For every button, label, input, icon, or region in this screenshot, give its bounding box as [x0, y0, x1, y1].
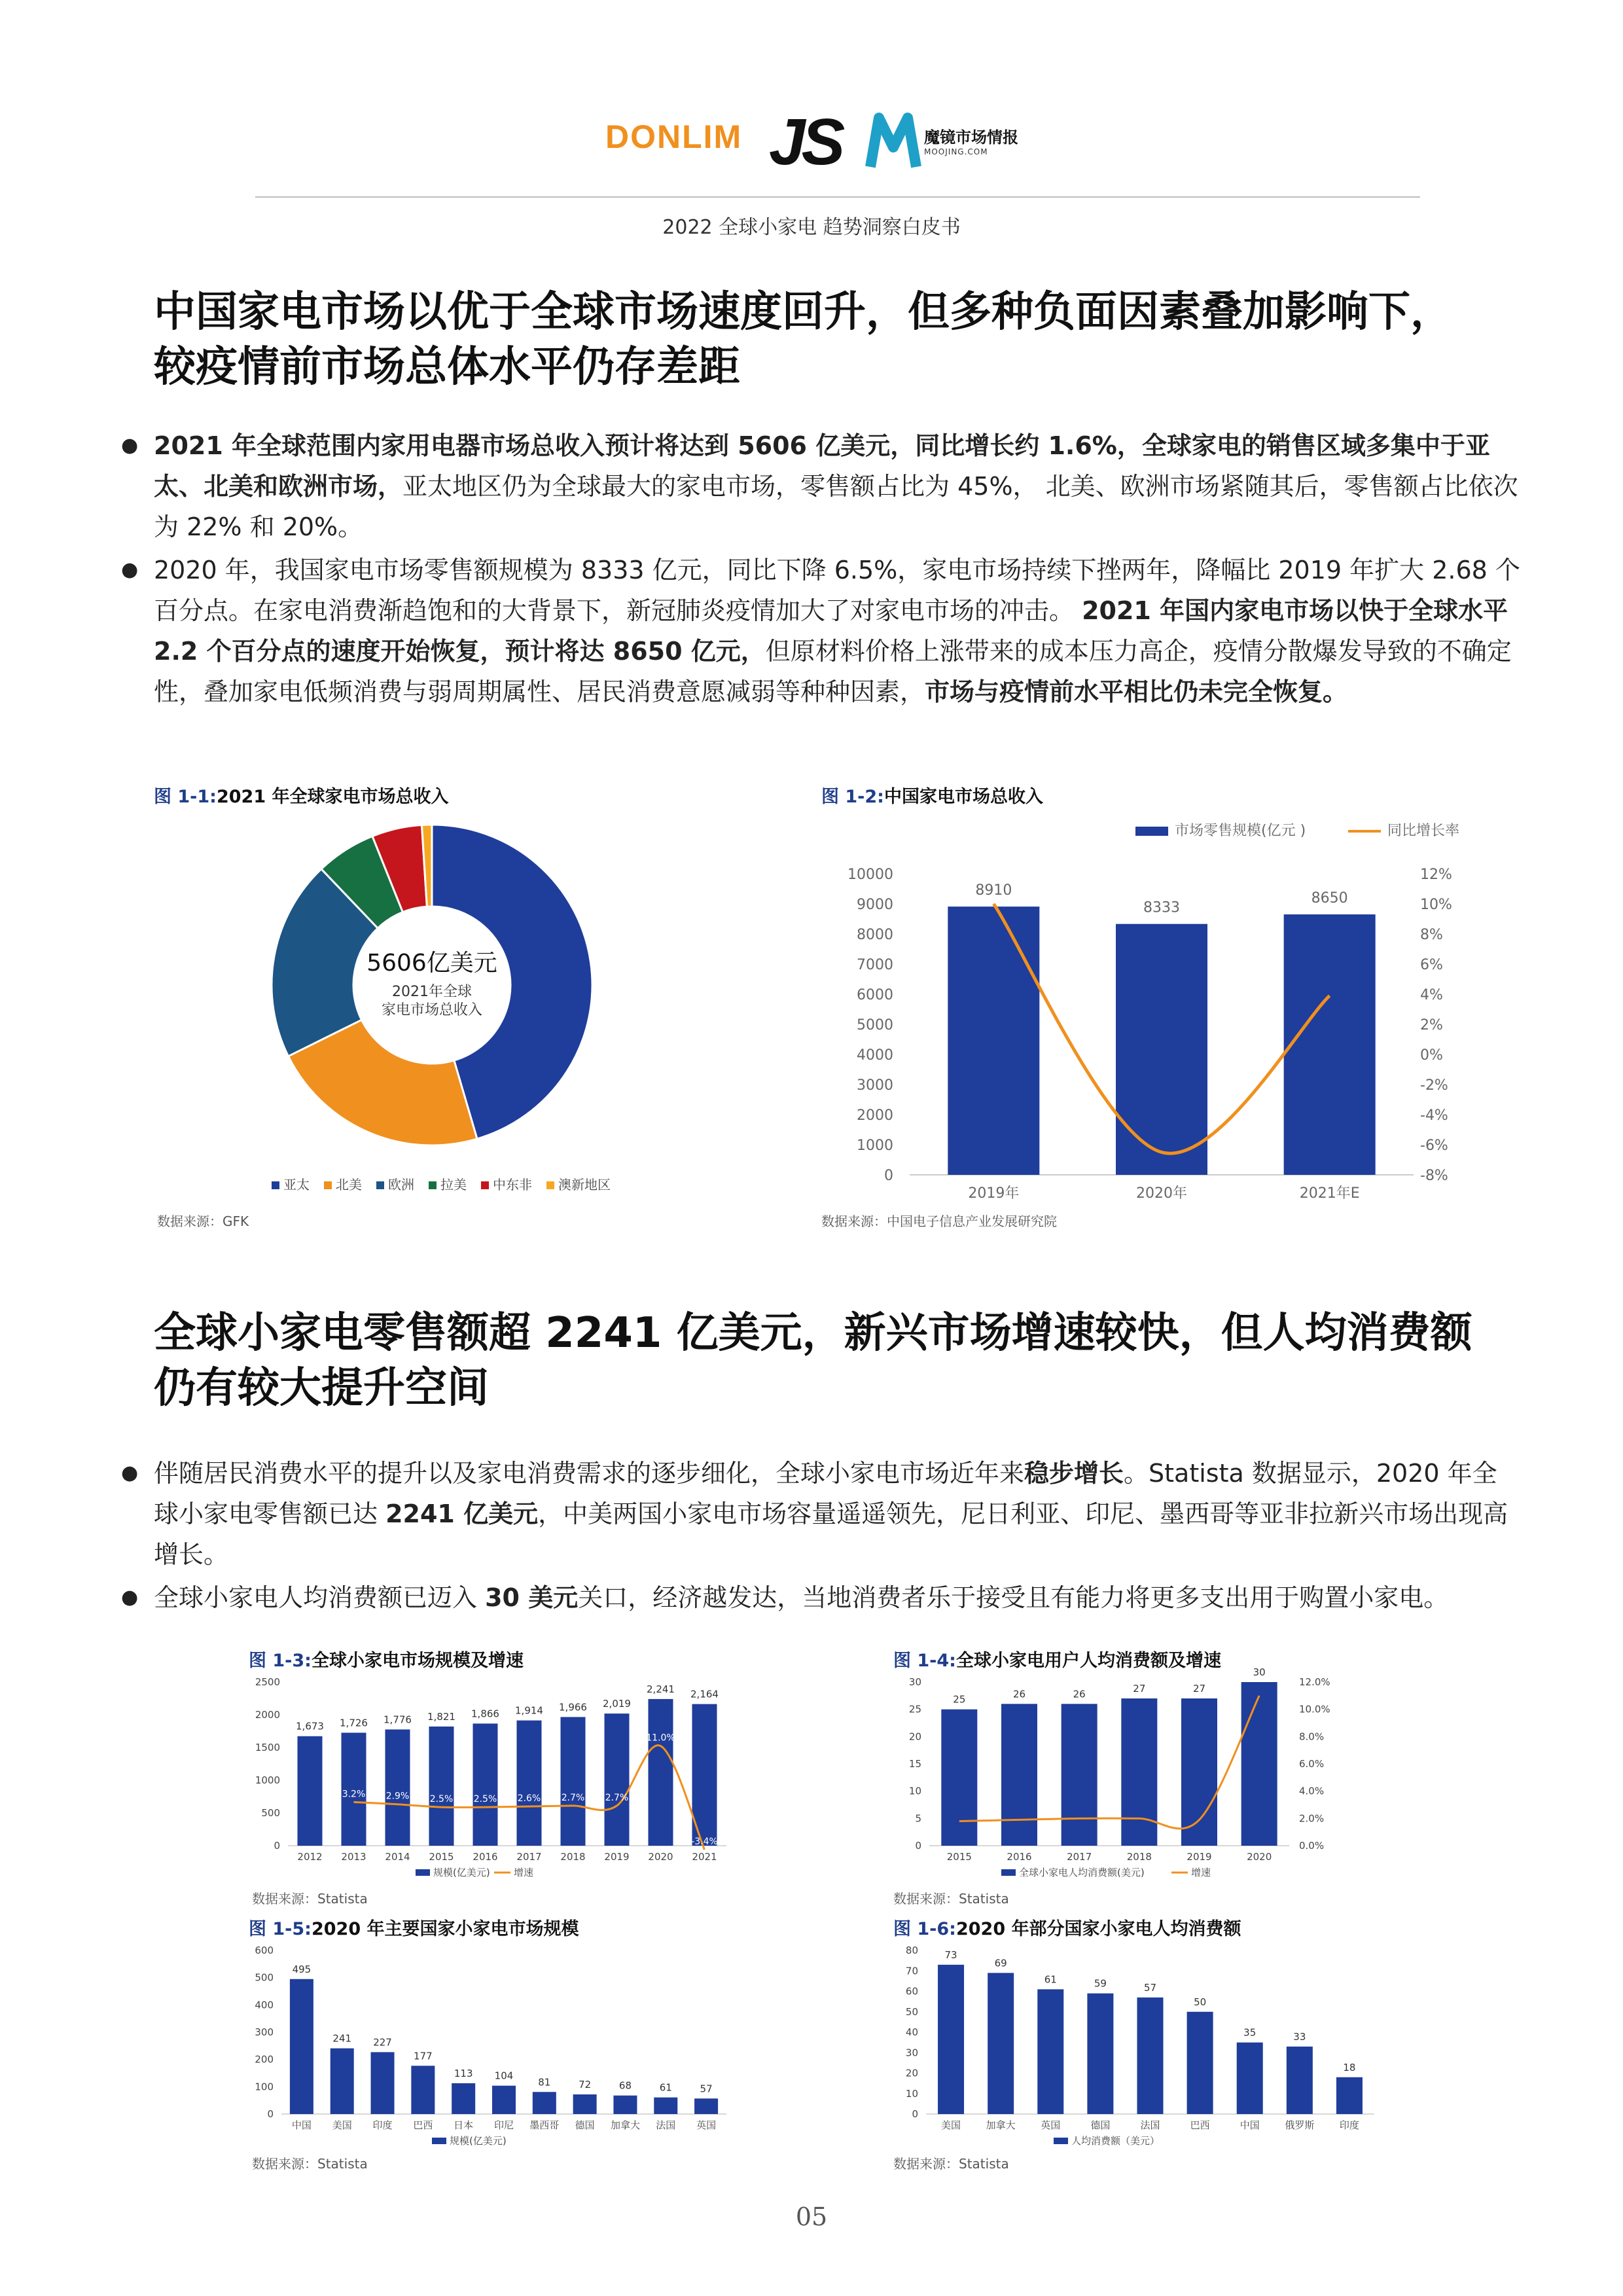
fig6-bar: [1336, 2077, 1363, 2114]
fig2-plot: [847, 867, 1452, 1202]
fig4-bar-label: 26: [1012, 1688, 1026, 1700]
fig4-ytick: 5: [915, 1812, 921, 1825]
moojing-logo-en: MOOJING.COM: [924, 147, 988, 156]
fig3-growth-label: 2.5%: [473, 1794, 497, 1805]
fig5-bar: [492, 2086, 516, 2114]
fig4-caption: [893, 1646, 1221, 1672]
fig3-xtick: 2017: [516, 1851, 542, 1863]
fig2-ytick: 2000: [857, 1107, 893, 1124]
page-number: 05: [795, 2202, 828, 2231]
fig2-ytick: 0: [884, 1168, 893, 1184]
fig5-id: 图 1-5:: [249, 1919, 312, 1939]
fig6-xtick: 美国: [941, 2119, 961, 2131]
fig3-growth-label: 11.0%: [646, 1732, 675, 1744]
fig6-plot: [906, 1945, 1374, 2131]
fig2-bar: [1116, 924, 1207, 1175]
fig3-growth-label: 2.6%: [517, 1793, 541, 1804]
fig3-bar: [517, 1721, 542, 1846]
fig3-ytick: 2000: [255, 1709, 280, 1721]
fig3-growth-label: 2.7%: [605, 1792, 629, 1803]
fig6-ytick: 10: [905, 2087, 918, 2100]
fig5-ytick: 400: [255, 1999, 274, 2011]
fig2-y2tick: 8%: [1420, 927, 1443, 943]
fig6-ytick: 80: [905, 1945, 918, 1956]
fig4-y2tick: 0.0%: [1299, 1840, 1325, 1852]
fig6-xtick: 印度: [1339, 2119, 1359, 2131]
donut-center-line1: 2021年全球: [392, 984, 472, 1000]
fig3-xtick: 2021: [692, 1851, 717, 1863]
fig6-ytick: 20: [905, 2067, 918, 2079]
fig4-bar-label: 25: [953, 1693, 966, 1706]
fig3-growth-label: -3.4%: [691, 1837, 718, 1847]
bullet-text: 全球小家电人均消费额已迈入: [154, 1583, 486, 1612]
donlim-logo-text: DONLIM: [605, 118, 743, 155]
fig4-xtick: 2015: [946, 1851, 972, 1863]
fig3-bar: [429, 1727, 454, 1846]
fig5-plot: [255, 1945, 726, 2131]
fig3-ytick: 500: [261, 1807, 280, 1819]
bullet-text: 但原材料价格上涨带来的成本压力高企，疫情分散爆发导致的不确定性，叠加家电低频消费与弱周期属性、居民消费意愿减弱等种种因素，: [154, 637, 1512, 706]
fig6-ytick: 50: [905, 2005, 918, 2018]
fig4-legend-line-label: 增速: [1191, 1867, 1211, 1878]
bullet-bold: 2021 年国内家电市场以快于全球水平 2.2 个百分点的速度开始恢复，预计将达 8650 亿元，: [154, 596, 1508, 666]
fig2-bar: [1284, 914, 1376, 1175]
donut-center-value: 5606亿美元: [366, 950, 497, 977]
fig2-caption: [821, 782, 1043, 808]
fig6-bar: [1237, 2043, 1263, 2114]
fig5-ytick: 100: [255, 2081, 274, 2093]
bullet-bold: 市场与疫情前水平相比仍未完全恢复。: [925, 677, 1348, 706]
fig3-combo-chart: [242, 1676, 746, 1885]
fig6-bar-chart: [887, 1944, 1397, 2153]
fig4-bar-label: 26: [1073, 1688, 1086, 1700]
fig2-y2tick: 2%: [1420, 1017, 1443, 1033]
fig4-y2tick: 10.0%: [1299, 1703, 1330, 1715]
section1-title: [154, 285, 1528, 395]
fig3-xtick: 2012: [297, 1851, 323, 1863]
fig3-bar-label: 1,821: [427, 1710, 455, 1723]
fig2-ytick: 5000: [857, 1017, 893, 1033]
fig5-xtick: 英国: [696, 2119, 717, 2131]
fig3-bar: [473, 1723, 498, 1846]
fig6-xtick: 俄罗斯: [1285, 2119, 1315, 2131]
fig6-legend-bar-swatch: [1054, 2138, 1068, 2144]
fig5-bar-label: 177: [414, 2050, 433, 2062]
fig5-bar-label: 227: [373, 2036, 392, 2049]
fig4-y2tick: 8.0%: [1299, 1731, 1325, 1743]
fig5-ytick: 500: [255, 1971, 274, 1984]
fig4-xtick: 2018: [1126, 1851, 1152, 1863]
donut-legend-label: 北美: [336, 1177, 362, 1193]
fig6-xtick: 巴西: [1190, 2119, 1210, 2131]
fig4-bar: [1241, 1682, 1277, 1846]
donut-legend-label: 中东非: [493, 1177, 532, 1193]
fig3-bar-label: 2,164: [690, 1688, 719, 1700]
fig6-xtick: 加拿大: [986, 2119, 1016, 2131]
fig2-bar-label: 8650: [1311, 890, 1348, 907]
fig4-y2tick: 6.0%: [1299, 1758, 1325, 1770]
fig2-y2tick: -8%: [1420, 1168, 1448, 1184]
fig3-bar: [298, 1736, 323, 1846]
fig4-ytick: 20: [908, 1731, 921, 1743]
fig3-bar-label: 2,019: [603, 1698, 631, 1710]
fig5-bar-label: 241: [332, 2032, 352, 2045]
fig2-title: 中国家电市场总收入: [883, 787, 1043, 807]
fig2-ytick: 7000: [857, 957, 893, 973]
fig2-y2tick: 6%: [1420, 957, 1443, 973]
section2-title-line1: 全球小家电零售额超 2241 亿美元，新兴市场增速较快，但人均消费额: [154, 1309, 1472, 1357]
fig6-bar: [1187, 2012, 1213, 2114]
fig4-ytick: 0: [915, 1840, 921, 1852]
fig5-xtick: 法国: [656, 2119, 676, 2131]
fig3-xtick: 2015: [429, 1851, 454, 1863]
fig2-bar-label: 8333: [1143, 899, 1180, 916]
fig6-bar-label: 59: [1094, 1977, 1107, 1990]
fig3-bar-label: 1,866: [471, 1708, 499, 1720]
fig6-bar-label: 57: [1143, 1981, 1157, 1994]
fig3-bar: [605, 1713, 630, 1846]
fig3-id: 图 1-3:: [249, 1651, 312, 1671]
fig3-bar-label: 1,914: [515, 1704, 543, 1717]
fig2-id: 图 1-2:: [821, 787, 884, 807]
fig4-plot: [909, 1666, 1330, 1863]
fig3-bar-label: 1,673: [296, 1720, 324, 1732]
fig4-legend-bar-label: 全球小家电人均消费额(美元): [1019, 1867, 1145, 1878]
fig5-xtick: 加拿大: [610, 2119, 640, 2131]
fig4-bar: [1001, 1704, 1037, 1846]
fig6-bar-label: 61: [1044, 1973, 1057, 1986]
fig5-xtick: 印度: [372, 2119, 393, 2131]
fig3-caption: [249, 1646, 524, 1672]
js-logo-text: JS: [769, 105, 842, 179]
fig3-bar-label: 1,726: [340, 1717, 368, 1729]
fig5-ytick: 600: [255, 1945, 274, 1956]
fig2-combo-chart: [821, 812, 1482, 1204]
fig4-id: 图 1-4:: [893, 1651, 956, 1671]
bullet-bold: 30 美元: [485, 1583, 579, 1612]
fig5-caption: [249, 1914, 579, 1940]
fig6-bar-label: 35: [1243, 2026, 1257, 2039]
fig5-ytick: 300: [255, 2026, 274, 2038]
donut-legend-swatch: [429, 1181, 437, 1189]
fig2-y2tick: 12%: [1420, 867, 1452, 883]
fig3-source: 数据来源：Statista: [252, 1891, 368, 1907]
fig4-source: 数据来源：Statista: [893, 1891, 1009, 1907]
fig5-xtick: 日本: [454, 2119, 474, 2131]
header-logos: [0, 98, 1623, 183]
fig3-xtick: 2019: [604, 1851, 630, 1863]
fig6-legend-bar-label: 人均消费额（美元）: [1071, 2135, 1160, 2147]
fig2-y2tick: -6%: [1420, 1138, 1448, 1154]
fig2-ytick: 4000: [857, 1047, 893, 1064]
moojing-logo-icon: [867, 111, 919, 170]
fig4-ytick: 10: [908, 1785, 921, 1797]
fig2-y2tick: 10%: [1420, 897, 1452, 913]
fig6-ytick: 60: [905, 1985, 918, 1998]
section2-bullet-2: [121, 1577, 1522, 1618]
fig6-bar: [1037, 1989, 1063, 2114]
fig6-bar: [938, 1965, 964, 2114]
fig6-bar-label: 33: [1293, 2030, 1306, 2043]
fig6-bar-label: 69: [994, 1957, 1007, 1969]
fig4-y2tick: 2.0%: [1299, 1812, 1325, 1825]
bullet-text: 亚太地区仍为全球最大的家电市场，零售额占比为 45%， 北美、欧洲市场紧随其后，零售额占比依次为 22% 和 20%。: [154, 472, 1518, 541]
fig3-plot: [255, 1676, 726, 1863]
bullet-text: 关口，经济越发达，当地消费者乐于接受且有能力将更多支出用于购置小家电。: [578, 1583, 1449, 1612]
fig2-ytick: 3000: [857, 1077, 893, 1094]
bullet-text: 伴随居民消费水平的提升以及家电消费需求的逐步细化，全球小家电市场近年来: [154, 1459, 1025, 1488]
fig2-xtick: 2019年: [968, 1185, 1020, 1202]
fig5-bar: [330, 2049, 354, 2114]
fig4-bar-label: 27: [1133, 1683, 1146, 1695]
fig2-source: 数据来源：中国电子信息产业发展研究院: [821, 1213, 1057, 1229]
donut-legend-swatch: [376, 1181, 384, 1189]
fig6-ytick: 40: [905, 2026, 918, 2038]
fig5-bar: [613, 2096, 637, 2114]
fig2-legend-bar-label: 市场零售规模(亿元 ): [1175, 823, 1306, 839]
fig4-title: 全球小家电用户人均消费额及增速: [955, 1651, 1221, 1671]
donut-legend-swatch: [324, 1181, 332, 1189]
fig4-bar: [1181, 1698, 1217, 1846]
fig6-source: 数据来源：Statista: [893, 2156, 1009, 2172]
fig3-bar-label: 1,776: [383, 1713, 412, 1726]
fig6-bar-label: 50: [1194, 1996, 1207, 2008]
section2-bullet-1: [121, 1453, 1522, 1575]
fig4-legend-bar-swatch: [1001, 1869, 1016, 1876]
fig5-xtick: 巴西: [413, 2119, 433, 2131]
fig5-bar-label: 57: [700, 2083, 713, 2095]
fig3-ytick: 1500: [255, 1742, 280, 1753]
fig6-bar: [1087, 1994, 1113, 2114]
donut-legend-swatch: [546, 1181, 554, 1189]
fig6-ytick: 30: [905, 2047, 918, 2059]
donut-legend: [272, 1177, 611, 1193]
section2-title: [154, 1306, 1528, 1416]
fig3-xtick: 2020: [648, 1851, 673, 1863]
fig5-bar-label: 104: [494, 2070, 514, 2082]
donut-legend-label: 亚太: [283, 1177, 310, 1193]
donut-legend-label: 澳新地区: [558, 1177, 611, 1193]
fig5-bar: [411, 2066, 435, 2114]
fig4-bar-label: 27: [1192, 1683, 1206, 1695]
bullet-bold: 稳步增长: [1024, 1459, 1124, 1488]
fig2-ytick: 1000: [857, 1138, 893, 1154]
fig2-xtick: 2020年: [1136, 1185, 1187, 1202]
fig5-bar: [452, 2083, 475, 2114]
fig1-caption: [154, 782, 449, 808]
fig3-ytick: 0: [274, 1840, 280, 1852]
fig1-id: 图 1-1:: [154, 787, 217, 807]
fig5-bar-label: 113: [454, 2067, 473, 2079]
fig5-bar: [573, 2094, 597, 2114]
fig3-growth-label: 2.9%: [385, 1791, 410, 1802]
fig5-ytick: 0: [267, 2108, 274, 2120]
fig2-ytick: 9000: [857, 897, 893, 913]
fig4-y2tick: 12.0%: [1299, 1676, 1330, 1688]
fig2-ytick: 10000: [847, 867, 893, 883]
fig5-bar-label: 61: [659, 2081, 672, 2094]
fig6-bar: [988, 1973, 1014, 2114]
donut-center-line2: 家电市场总收入: [381, 1002, 483, 1018]
fig6-title: 2020 年部分国家小家电人均消费额: [955, 1919, 1241, 1939]
fig3-bar: [561, 1717, 586, 1846]
fig3-legend-bar-label: 规模(亿美元): [433, 1867, 490, 1878]
document-subtitle: 2022 全球小家电 趋势洞察白皮书: [662, 216, 961, 239]
fig1-title: 2021 年全球家电市场总收入: [216, 787, 449, 807]
fig5-bar: [533, 2092, 556, 2114]
fig4-y2tick: 4.0%: [1299, 1785, 1325, 1797]
fig5-xtick: 印尼: [493, 2119, 514, 2131]
fig5-bar-label: 68: [618, 2079, 632, 2092]
fig3-growth-label: 2.5%: [429, 1794, 454, 1805]
fig2-ytick: 8000: [857, 927, 893, 943]
fig3-ytick: 1000: [255, 1774, 280, 1786]
fig4-xtick: 2020: [1247, 1851, 1272, 1863]
fig4-bar-label: 30: [1253, 1666, 1266, 1678]
donut-legend-swatch: [272, 1181, 279, 1189]
fig5-bar: [654, 2098, 677, 2114]
js-logo: [769, 105, 841, 180]
section1-bullet-1: [121, 425, 1522, 547]
fig5-bar-chart: [242, 1944, 746, 2153]
fig4-bar: [1061, 1704, 1097, 1846]
fig6-xtick: 中国: [1240, 2119, 1260, 2131]
fig5-ytick: 200: [255, 2053, 274, 2066]
fig5-xtick: 墨西哥: [529, 2119, 560, 2131]
bullet-text: 2020 年，我国家电市场零售额规模为 8333 亿元，同比下降 6.5%，家电市场持续下挫两年，降幅比 2019 年扩大 2.68 个百分点。在家电消费渐趋饱和的大背景下，新冠肺炎疫情加大了对家电市场的冲击。: [154, 556, 1520, 625]
donut-legend-label: 欧洲: [388, 1177, 414, 1193]
bullet-text: ，中美两国小家电市场容量遥遥领先，尼日利亚、印尼、墨西哥等亚非拉新兴市场出现高增长。: [154, 1499, 1508, 1569]
fig3-bar-label: 1,966: [559, 1701, 587, 1713]
fig5-legend-bar-label: 规模(亿美元): [450, 2135, 507, 2147]
fig1-donut-chart: [154, 812, 690, 1204]
fig6-bar-label: 18: [1343, 2061, 1356, 2073]
fig3-xtick: 2018: [560, 1851, 586, 1863]
fig6-id: 图 1-6:: [893, 1919, 956, 1939]
fig2-bar-label: 8910: [975, 882, 1012, 899]
fig2-ytick: 6000: [857, 987, 893, 1003]
fig2-xtick: 2021年E: [1299, 1185, 1360, 1202]
section1-bullets: [121, 425, 1522, 715]
section2-bullets: [121, 1453, 1522, 1621]
donut-legend-label: 拉美: [440, 1177, 467, 1193]
fig6-xtick: 德国: [1090, 2119, 1111, 2131]
fig6-bar: [1287, 2047, 1313, 2114]
fig5-bar-label: 495: [292, 1963, 312, 1975]
fig6-xtick: 英国: [1041, 2119, 1061, 2131]
donut-legend-swatch: [481, 1181, 489, 1189]
fig5-source: 数据来源：Statista: [252, 2156, 368, 2172]
fig6-bar-label: 73: [944, 1948, 957, 1961]
fig2-y2tick: -4%: [1420, 1107, 1448, 1124]
fig3-title: 全球小家电市场规模及增速: [311, 1651, 524, 1671]
fig3-ytick: 2500: [255, 1676, 280, 1688]
fig2-y2tick: 0%: [1420, 1047, 1443, 1064]
bullet-bold: 2241 亿美元: [385, 1499, 539, 1528]
header-divider: [255, 196, 1420, 198]
fig5-xtick: 美国: [332, 2119, 352, 2131]
fig2-legend-line-label: 同比增长率: [1387, 823, 1460, 839]
fig5-bar: [694, 2098, 718, 2114]
fig2-y2tick: -2%: [1420, 1077, 1448, 1094]
bullet-bold: 2021 年全球范围内家用电器市场总收入预计将达到 5606 亿美元，同比增长约 1.6%，全球家电的销售区域多集中于亚太、北美和欧洲市场，: [154, 431, 1490, 501]
section1-title-line1: 中国家电市场以优于全球市场速度回升，但多种负面因素叠加影响下，: [154, 288, 1452, 336]
fig2-bar: [948, 906, 1039, 1175]
fig3-bar: [385, 1729, 410, 1846]
section2-title-line2: 仍有较大提升空间: [154, 1364, 489, 1412]
moojing-logo-text-block: [924, 124, 1018, 156]
fig5-bar: [371, 2052, 395, 2114]
fig3-legend-bar-swatch: [416, 1869, 430, 1876]
fig3-legend-line-label: 增速: [514, 1867, 534, 1878]
fig4-bar: [941, 1710, 977, 1846]
fig5-title: 2020 年主要国家小家电市场规模: [311, 1919, 579, 1939]
fig4-ytick: 25: [908, 1703, 921, 1715]
fig2-y2tick: 4%: [1420, 987, 1443, 1003]
fig1-source: 数据来源：GFK: [157, 1213, 249, 1229]
fig6-ytick: 0: [912, 2108, 918, 2120]
fig3-xtick: 2013: [341, 1851, 366, 1863]
fig3-growth-label: 3.2%: [342, 1789, 366, 1800]
fig6-ytick: 70: [905, 1965, 918, 1977]
section1-title-line2: 较疫情前市场总体水平仍存差距: [154, 343, 740, 391]
fig5-bar-label: 72: [579, 2079, 592, 2090]
fig3-xtick: 2016: [473, 1851, 498, 1863]
fig5-xtick: 中国: [291, 2119, 312, 2131]
fig5-xtick: 德国: [575, 2119, 595, 2131]
fig4-ytick: 30: [908, 1676, 921, 1688]
fig3-growth-label: 2.7%: [561, 1792, 585, 1803]
fig4-bar: [1121, 1698, 1157, 1846]
fig5-bar: [290, 1979, 313, 2114]
fig5-bar-label: 81: [538, 2076, 551, 2089]
fig3-bar: [649, 1699, 673, 1846]
fig3-bar-label: 2,241: [647, 1683, 675, 1695]
fig6-caption: [893, 1914, 1241, 1940]
fig4-combo-chart: [887, 1666, 1397, 1885]
fig6-bar: [1137, 1998, 1164, 2114]
fig4-xtick: 2016: [1007, 1851, 1032, 1863]
fig6-xtick: 法国: [1140, 2119, 1160, 2131]
fig4-xtick: 2017: [1067, 1851, 1092, 1863]
fig3-xtick: 2014: [385, 1851, 410, 1863]
fig5-legend-bar-swatch: [432, 2138, 446, 2144]
moojing-logo-cn: 魔镜市场情报: [924, 128, 1018, 147]
section1-bullet-2: [121, 550, 1522, 712]
fig4-ytick: 15: [908, 1758, 921, 1770]
donlim-logo: [605, 118, 742, 164]
fig4-xtick: 2019: [1186, 1851, 1212, 1863]
bullet-text: 。Statista 数据显示，2020 年全球小家电零售额已达: [154, 1459, 1497, 1528]
fig2-legend-bar-swatch: [1135, 827, 1168, 836]
